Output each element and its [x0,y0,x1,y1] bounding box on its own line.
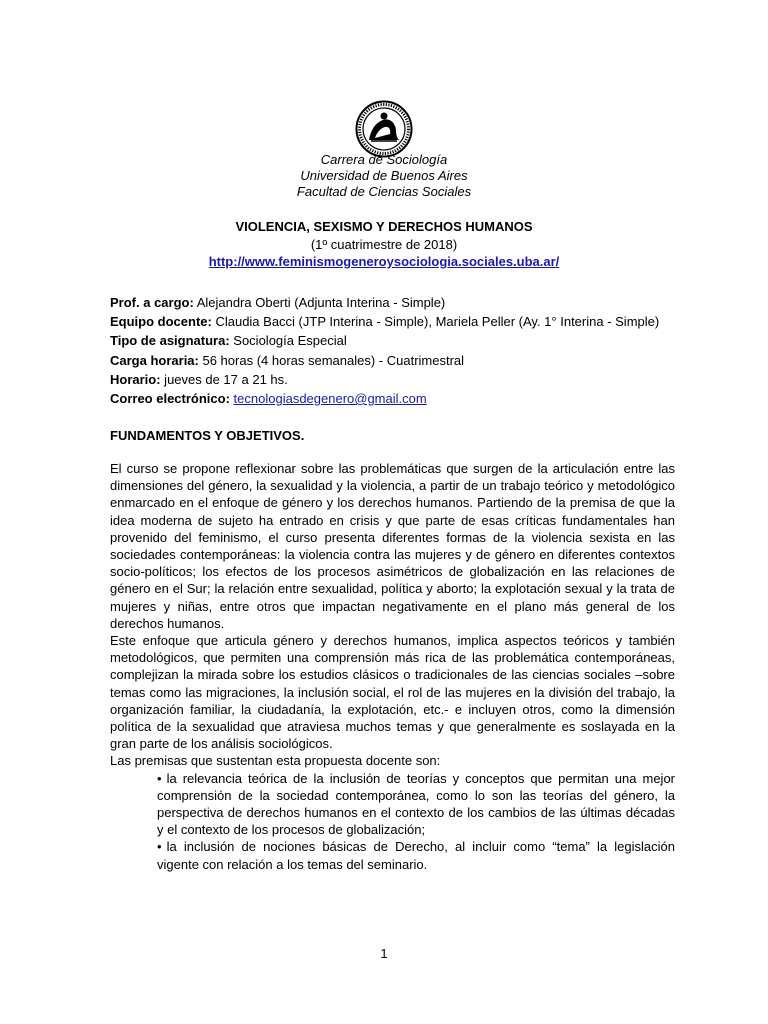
info-load-value: 56 horas (4 horas semanales) - Cuatrimestral [198,352,465,368]
course-title: VIOLENCIA, SEXISMO Y DERECHOS HUMANOS [235,219,533,234]
info-schedule-value: jueves de 17 a 21 hs. [160,371,288,387]
info-email-label: Correo electrónico: [110,391,230,407]
course-title-block [0,218,768,271]
list-item-text: la relevancia teórica de la inclusión de teorías y conceptos que permitan una mejor comprensión de la sociedad contemporánea, como lo son las teorías del género, la perspectiva de derechos humanos en el contexto de los cambios de las últimas décadas y el contexto de los procesos de globalización; [157,770,675,838]
section-body [110,460,675,873]
info-type-value: Sociología Especial [229,333,347,349]
info-type-label: Tipo de asignatura: [110,333,230,349]
course-term: (1º cuatrimestre de 2018) [310,236,458,252]
info-prof [110,293,680,312]
info-prof-label: Prof. a cargo: [110,295,194,310]
paragraph-3: Las premisas que sustentan esta propuesta docente son: [110,753,441,769]
page-number: 1 [380,946,388,961]
info-load [110,351,680,370]
email-link[interactable]: tecnologiasdegenero@gmail.com [233,391,427,407]
list-item-text: la inclusión de nociones básicas de Derecho, al incluir como “tema” la legislación vigente con relación a los temas del seminario. [157,839,675,872]
institution-block [0,152,768,200]
info-load-label: Carga horaria: [110,352,199,368]
course-info-list [110,293,680,408]
premises-list [110,770,675,873]
list-item [157,838,675,872]
info-team [110,312,680,331]
info-prof-value: Alejandra Oberti (Adjunta Interina - Simple) [193,295,446,310]
info-email [110,389,680,408]
list-item [157,770,675,839]
career-name: Carrera de Sociología [320,152,448,167]
section-heading: FUNDAMENTOS Y OBJETIVOS. [110,428,305,443]
bullet-icon: • [157,839,162,855]
university-seal-icon [355,100,413,158]
faculty-name: Facultad de Ciencias Sociales [296,184,472,199]
info-schedule [110,370,680,389]
info-team-label: Equipo docente: [110,314,212,330]
info-type [110,331,680,350]
info-team-value: Claudia Bacci (JTP Interina - Simple), Mariela Peller (Ay. 1° Interina - Simple) [211,314,660,330]
paragraph-1: El curso se propone reflexionar sobre las problemáticas que surgen de la articulación entre las dimensiones del género, la sexualidad y la violencia, a partir de un trabajo teórico y metodológico enmarcado en el enfoque de género y los derechos humanos. Partiendo de la premisa de que la idea moderna de sujeto ha entrado en crisis y que parte de esas críticas fundamentales han provenido del feminismo, el curso presenta diferentes formas de la violencia sexista en las sociedades contemporáneas: la violencia contra las mujeres y de género en diferentes contextos socio-políticos; los efectos de los procesos asimétricos de globalización en las relaciones de género en el Sur; la relación entre sexualidad, política y aborto; la explotación sexual y la trata de mujeres y niñas, entre otros que impactan negativamente en el plano más general de los derechos humanos. [110,461,675,631]
paragraph-2: Este enfoque que articula género y derechos humanos, implica aspectos teóricos y también metodológicos, que permiten una comprensión más rica de las problemática contemporáneas, complejizan la mirada sobre los estudios clásicos o tradicionales de las ciencias sociales –sobre temas como las migraciones, la inclusión social, el rol de las mujeres en la división del trabajo, la organización familiar, la ciudadanía, la explotación, etc.- e incluyen otros, como la dimensión política de la sexualidad que atraviesa muchos temas y que generalmente es soslayada en la gran parte de los análisis sociológicos. [110,633,675,752]
course-website-link[interactable]: http://www.feminismogeneroysociologia.sociales.uba.ar/ [208,254,560,269]
university-name: Universidad de Buenos Aires [300,168,468,183]
bullet-icon: • [157,770,162,786]
info-schedule-label: Horario: [110,371,161,387]
